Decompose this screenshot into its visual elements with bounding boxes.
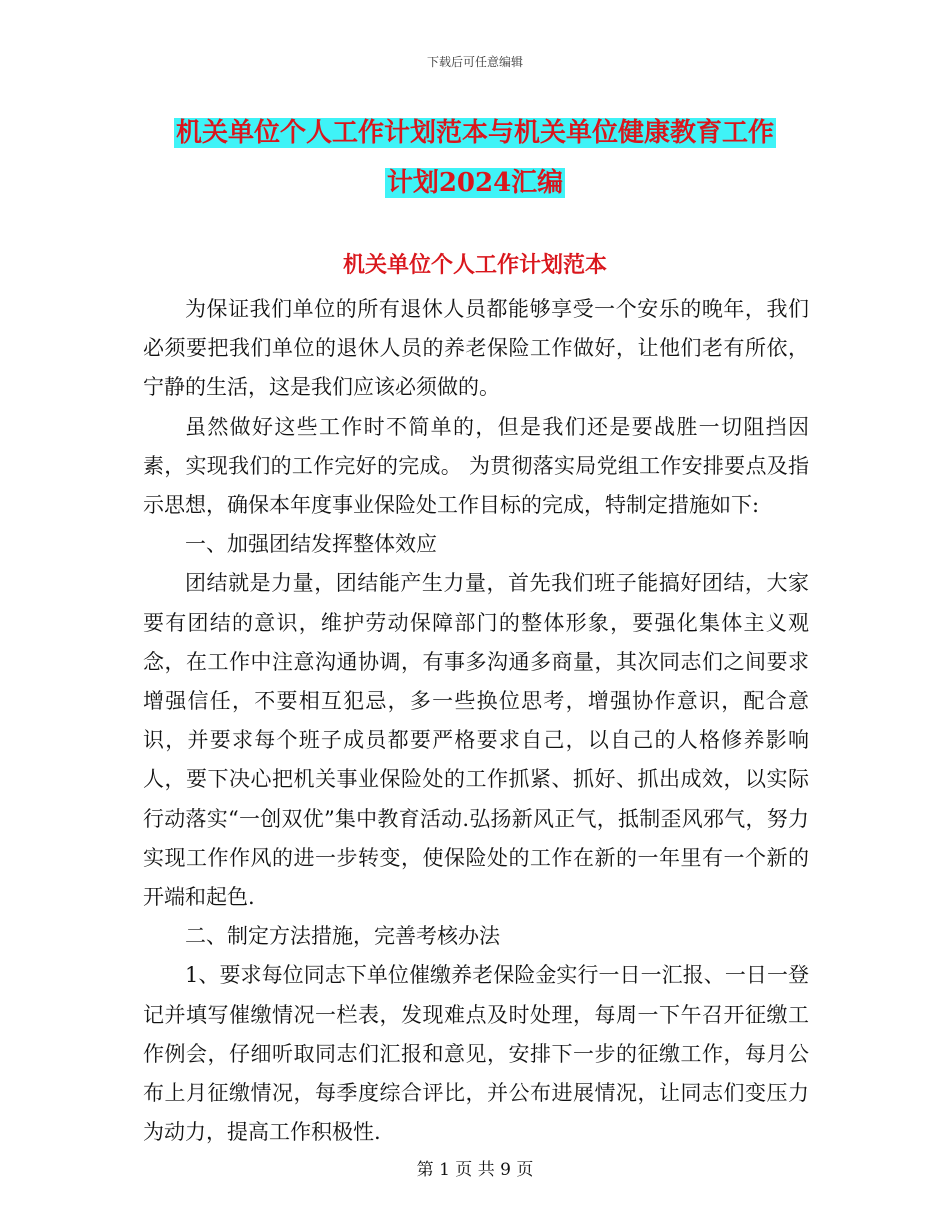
- section-title: 机关单位个人工作计划范本: [342, 252, 607, 278]
- page-number: 第 1 页 共 9 页: [416, 1160, 534, 1180]
- heading-two: 二、制定方法措施，完善考核办法: [185, 924, 500, 949]
- paragraph: 虽然做好这些工作时不简单的，但是我们还是要战胜一切阻挡因素，实现我们的工作完好的完成。 为贯彻落实局党组工作安排要点及指示思想，确保本年度事业保险处工作目标的完成，特制定措施如下:: [143, 414, 809, 518]
- header-note: 下载后可任意编辑: [426, 55, 523, 69]
- paragraph: 为保证我们单位的所有退休人员都能够享受一个安乐的晚年，我们必须要把我们单位的退休人员的养老保险工作做好，让他们老有所依，宁静的生活，这是我们应该必须做的。: [143, 297, 809, 400]
- heading-one: 一、加强团结发挥整体效应: [185, 532, 437, 557]
- paragraph: 1、要求每位同志下单位催缴养老保险金实行一日一汇报、一日一登记并填写催缴情况一栏表，发现难点及时处理，每周一下午召开征缴工作例会，仔细听取同志们汇报和意见，安排下一步的征缴工作，每月公布上月征缴情况，每季度综合评比，并公布进展情况，让同志们变压力为动力，提高工作积极性.: [143, 963, 809, 1145]
- paragraph: 团结就是力量，团结能产生力量，首先我们班子能搞好团结，大家要有团结的意识，维护劳动保障部门的整体形象，要强化集体主义观念，在工作中注意沟通协调，有事多沟通多商量，其次同志们之间要求增强信任，不要相互犯忌，多一些换位思考，增强协作意识，配合意识，并要求每个班子成员都要严格要求自己，以自己的人格修养影响人，要下决心把机关事业保险处的工作抓紧、抓好、抓出成效，以实际行动落实“一创双优”集中教育活动.弘扬新风正气，抵制歪风邪气，努力实现工作作风的进一步转变，使保险处的工作在新的一年里有一个新的开端和起色.: [143, 571, 809, 910]
- document-title-line-2: 计划2024汇编: [386, 168, 564, 198]
- document-body: [143, 290, 809, 1152]
- document-title: [0, 108, 950, 208]
- document-title-line-1: 机关单位个人工作计划范本与机关单位健康教育工作: [175, 118, 774, 148]
